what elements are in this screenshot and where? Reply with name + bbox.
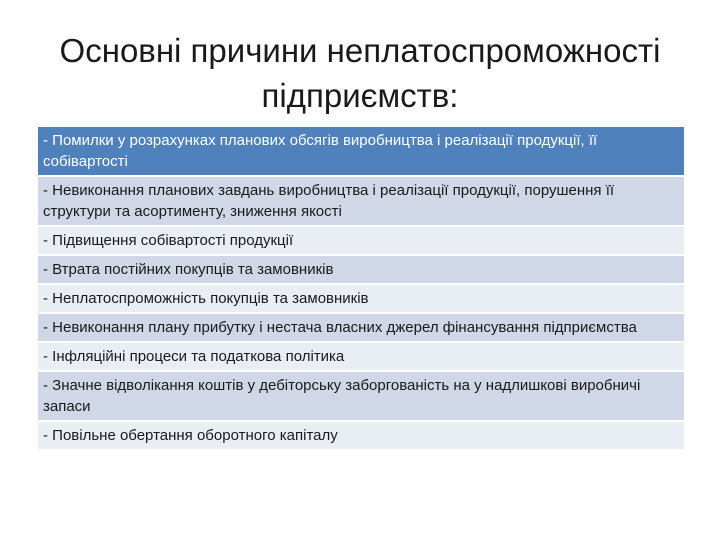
table-row — [38, 285, 684, 314]
table-row — [38, 177, 684, 227]
cause-cell: - Підвищення собівартості продукції — [38, 227, 684, 256]
cause-cell: - Помилки у розрахунках планових обсягів виробництва і реалізації продукції, її собівартості — [38, 127, 684, 177]
table-row — [38, 256, 684, 285]
table-row — [38, 314, 684, 343]
cause-cell: - Неплатоспроможність покупців та замовників — [38, 285, 684, 314]
table-row — [38, 127, 684, 177]
table-row — [38, 343, 684, 372]
slide-title: Основні причини неплатоспроможності підприємств: — [59, 32, 661, 114]
cause-cell: - Втрата постійних покупців та замовників — [38, 256, 684, 285]
cause-cell: - Невиконання планових завдань виробництва і реалізації продукції, порушення її структури та асортименту, зниження якості — [38, 177, 684, 227]
cause-cell: - Невиконання плану прибутку і нестача власних джерел фінансування підприємства — [38, 314, 684, 343]
table-row — [38, 422, 684, 451]
causes-table — [38, 127, 684, 451]
cause-cell: - Інфляційні процеси та податкова політика — [38, 343, 684, 372]
table-row — [38, 372, 684, 422]
cause-cell: - Повільне обертання оборотного капіталу — [38, 422, 684, 451]
table-row — [38, 227, 684, 256]
cause-cell: - Значне відволікання коштів у дебіторську заборгованість на у надлишкові виробничі запаси — [38, 372, 684, 422]
